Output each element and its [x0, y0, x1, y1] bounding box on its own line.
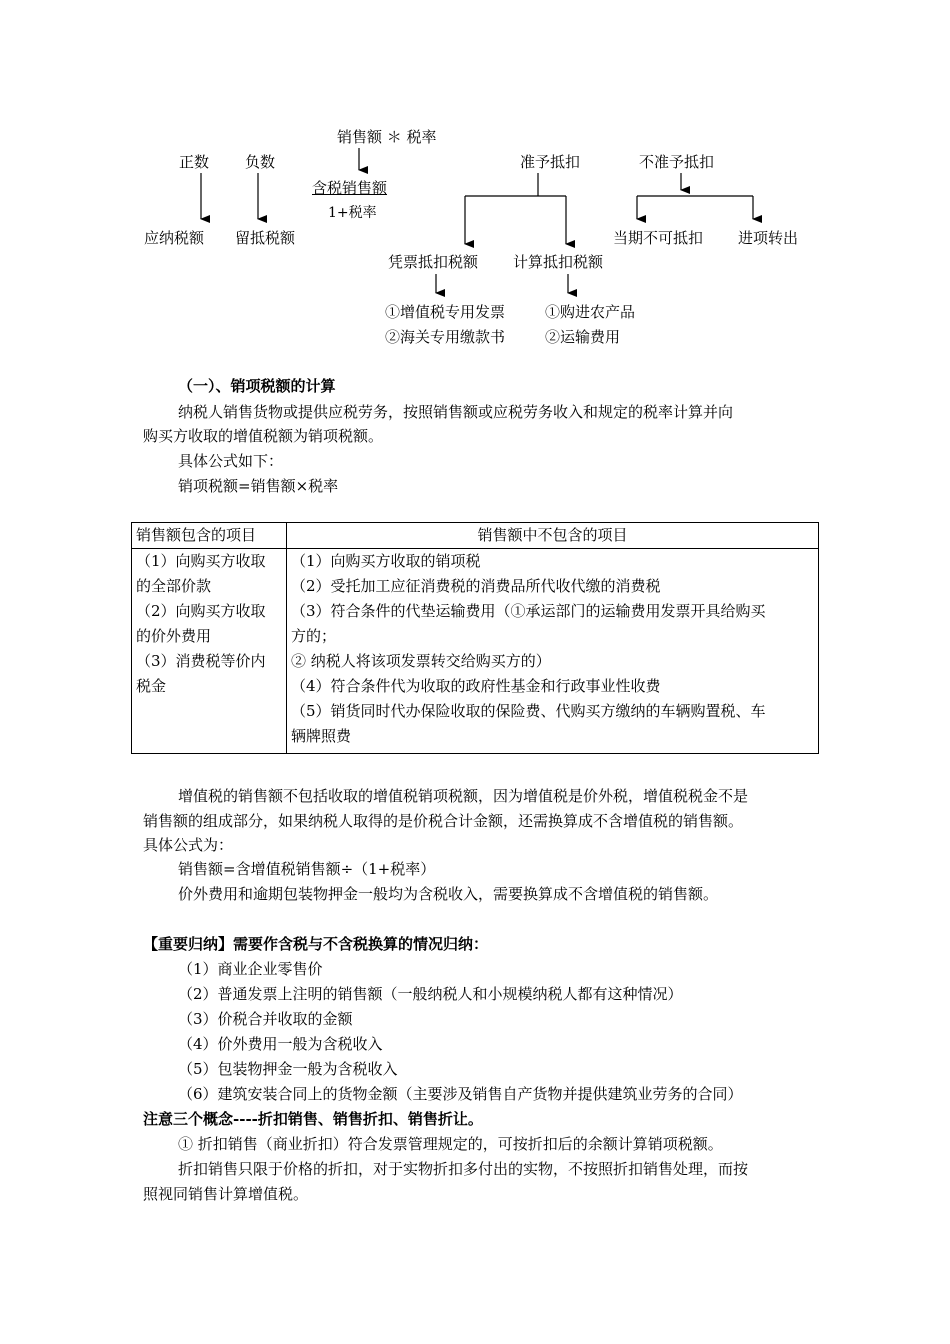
- section1-heading: （一）、销项税额的计算: [178, 377, 336, 395]
- excluded-line: ② 纳税人将该项发票转交给购买方的）: [291, 652, 551, 670]
- section2-line: 价外费用和逾期包装物押金一般均为含税收入，需要换算成不含增值税的销售额。: [178, 885, 719, 903]
- section1-formula: 销项税额=销售额×税率: [178, 477, 339, 495]
- excluded-line: 方的；: [291, 627, 337, 645]
- included-line: 的价外费用: [136, 627, 212, 645]
- section3-item: （6）建筑安装合同上的货物金额（主要涉及销售自产货物并提供建筑业劳务的合同）: [178, 1085, 743, 1103]
- diagram-top-label: 销售额 ＊ 税率: [337, 128, 437, 146]
- header-excluded: 销售额中不包含的项目: [287, 523, 819, 549]
- diagram-non-deductible: 不准予抵扣: [639, 153, 715, 171]
- section3-item: （4）价外费用一般为含税收入: [178, 1035, 383, 1053]
- diagram-positive: 正数: [179, 153, 210, 171]
- diagram-negative: 负数: [245, 153, 276, 171]
- section3-item: （1）商业企业零售价: [178, 960, 323, 978]
- diagram-taxable-sales: 含税销售额: [312, 179, 388, 197]
- diagram-voucher-item: ②海关专用缴款书: [385, 328, 506, 346]
- section2-line: 增值税的销售额不包括收取的增值税销项税额，因为增值税是价外税，增值税税金不是: [178, 787, 749, 805]
- diagram-calculated-item: ②运输费用: [545, 328, 621, 346]
- excluded-line: （1）向购买方收取的销项税: [291, 552, 481, 570]
- section4-line: 折扣销售只限于价格的折扣，对于实物折扣多付出的实物，不按照折扣销售处理，而按: [178, 1160, 749, 1178]
- included-line: （2）向购买方收取: [136, 602, 266, 620]
- table-row: [132, 549, 819, 754]
- diagram-current-non-deductible: 当期不可抵扣: [613, 229, 704, 247]
- section4-heading: 注意三个概念----折扣销售、销售折扣、销售折让。: [143, 1110, 483, 1128]
- table-header-row: [132, 523, 819, 549]
- section3-item: （2）普通发票上注明的销售额（一般纳税人和小规模纳税人都有这种情况）: [178, 985, 683, 1003]
- diagram-retained-tax: 留抵税额: [235, 229, 296, 247]
- diagram-voucher-item: ①增值税专用发票: [385, 303, 506, 321]
- excluded-line: 辆牌照费: [291, 727, 352, 745]
- diagram-calculated-item: ①购进农产品: [545, 303, 636, 321]
- included-line: （1）向购买方收取: [136, 552, 266, 570]
- excluded-cell: [287, 549, 819, 754]
- section2-line: 销售额的组成部分，如果纳税人取得的是价税合计金额，还需换算成不含增值税的销售额。: [143, 812, 744, 830]
- section1-para-line: 购买方收取的增值税额为销项税额。: [143, 427, 384, 445]
- diagram-payable-tax: 应纳税额: [144, 229, 205, 247]
- included-cell: [132, 549, 287, 754]
- excluded-line: （4）符合条件代为收取的政府性基金和行政事业性收费: [291, 677, 661, 695]
- section4-line: ① 折扣销售（商业折扣）符合发票管理规定的，可按折扣后的余额计算销项税额。: [178, 1135, 723, 1153]
- sales-items-table: [131, 522, 819, 754]
- excluded-line: （5）销货同时代办保险收取的保险费、代购买方缴纳的车辆购置税、车: [291, 702, 766, 720]
- header-included: 销售额包含的项目: [132, 523, 287, 549]
- section3-item: （3）价税合并收取的金额: [178, 1010, 353, 1028]
- section1-para-line: 纳税人销售货物或提供应税劳务，按照销售额或应税劳务收入和规定的税率计算并向: [178, 403, 734, 421]
- diagram-voucher-deduction: 凭票抵扣税额: [388, 253, 479, 271]
- excluded-line: （3）符合条件的代垫运输费用（①承运部门的运输费用发票开具给购买: [291, 602, 766, 620]
- diagram-one-plus-rate: 1+税率: [328, 205, 377, 221]
- section1-formula-intro: 具体公式如下：: [178, 452, 284, 470]
- section2-formula: 销售额=含增值税销售额÷（1+税率）: [178, 860, 436, 878]
- section3-item: （5）包装物押金一般为含税收入: [178, 1060, 398, 1078]
- included-line: 的全部价款: [136, 577, 212, 595]
- diagram-deductible: 准予抵扣: [520, 153, 581, 171]
- section3-heading: 【重要归纳】需要作含税与不含税换算的情况归纳：: [143, 935, 489, 953]
- excluded-line: （2）受托加工应征消费税的消费品所代收代缴的消费税: [291, 577, 661, 595]
- section4-line: 照视同销售计算增值税。: [143, 1185, 309, 1203]
- included-line: （3）消费税等价内: [136, 652, 266, 670]
- diagram-calculated-deduction: 计算抵扣税额: [513, 253, 604, 271]
- diagram-input-transfer: 进项转出: [738, 229, 799, 247]
- included-line: 税金: [136, 677, 167, 695]
- section2-line: 具体公式为：: [143, 836, 234, 854]
